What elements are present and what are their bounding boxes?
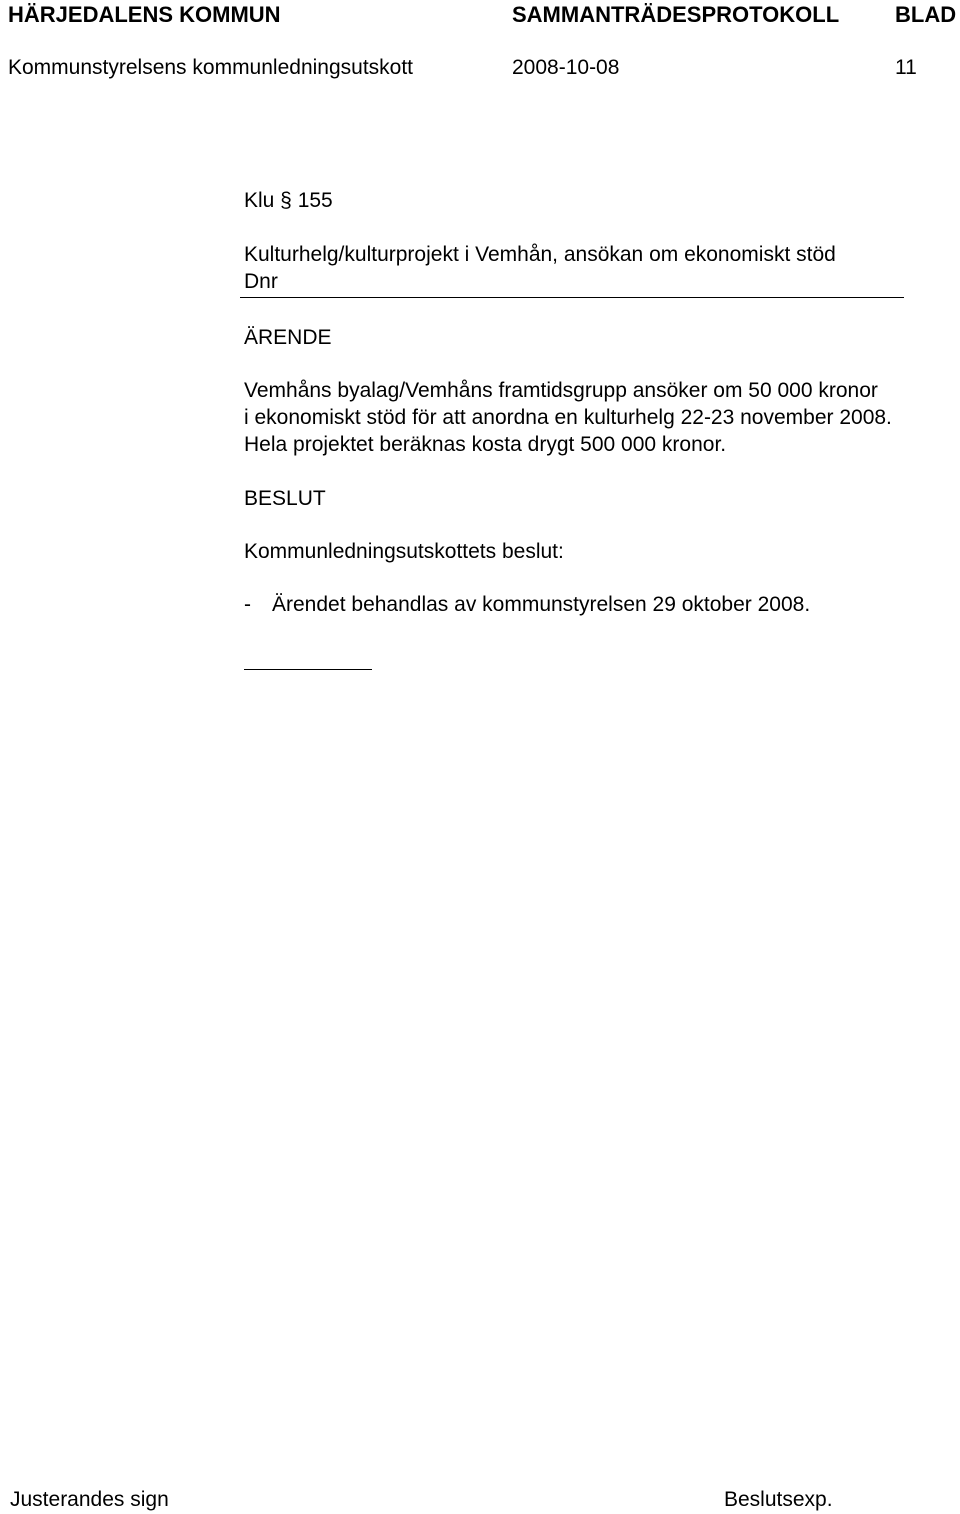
paragraph-reference: Klu § 155 <box>244 189 333 212</box>
footer-exp-label: Beslutsexp. <box>724 1488 833 1511</box>
page-number: 11 <box>895 56 917 79</box>
document-type: SAMMANTRÄDESPROTOKOLL <box>512 2 840 27</box>
beslut-intro: Kommunledningsutskottets beslut: <box>244 540 564 563</box>
meeting-date: 2008-10-08 <box>512 56 620 79</box>
arende-line-1: Vemhåns byalag/Vemhåns framtidsgrupp ansöker om 50 000 kronor <box>244 379 878 402</box>
arende-line-3: Hela projektet beräknas kosta drygt 500 000 kronor. <box>244 433 727 456</box>
arende-line-2: i ekonomiskt stöd för att anordna en kulturhelg 22-23 november 2008. <box>244 406 892 429</box>
beslut-heading: BESLUT <box>244 487 326 510</box>
committee-name: Kommunstyrelsens kommunledningsutskott <box>8 56 414 79</box>
item-title: Kulturhelg/kulturprojekt i Vemhån, ansökan om ekonomiskt stöd <box>244 243 836 266</box>
dnr-label: Dnr <box>244 270 278 293</box>
page-label: BLAD <box>895 2 957 27</box>
title-underline <box>240 297 904 298</box>
beslut-item-bullet: - <box>244 593 251 616</box>
footer-sign-label: Justerandes sign <box>10 1488 169 1511</box>
section-end-rule <box>244 669 372 670</box>
beslut-item-text: Ärendet behandlas av kommunstyrelsen 29 oktober 2008. <box>272 593 811 616</box>
arende-heading: ÄRENDE <box>244 326 332 349</box>
municipality-name: HÄRJEDALENS KOMMUN <box>8 2 281 27</box>
